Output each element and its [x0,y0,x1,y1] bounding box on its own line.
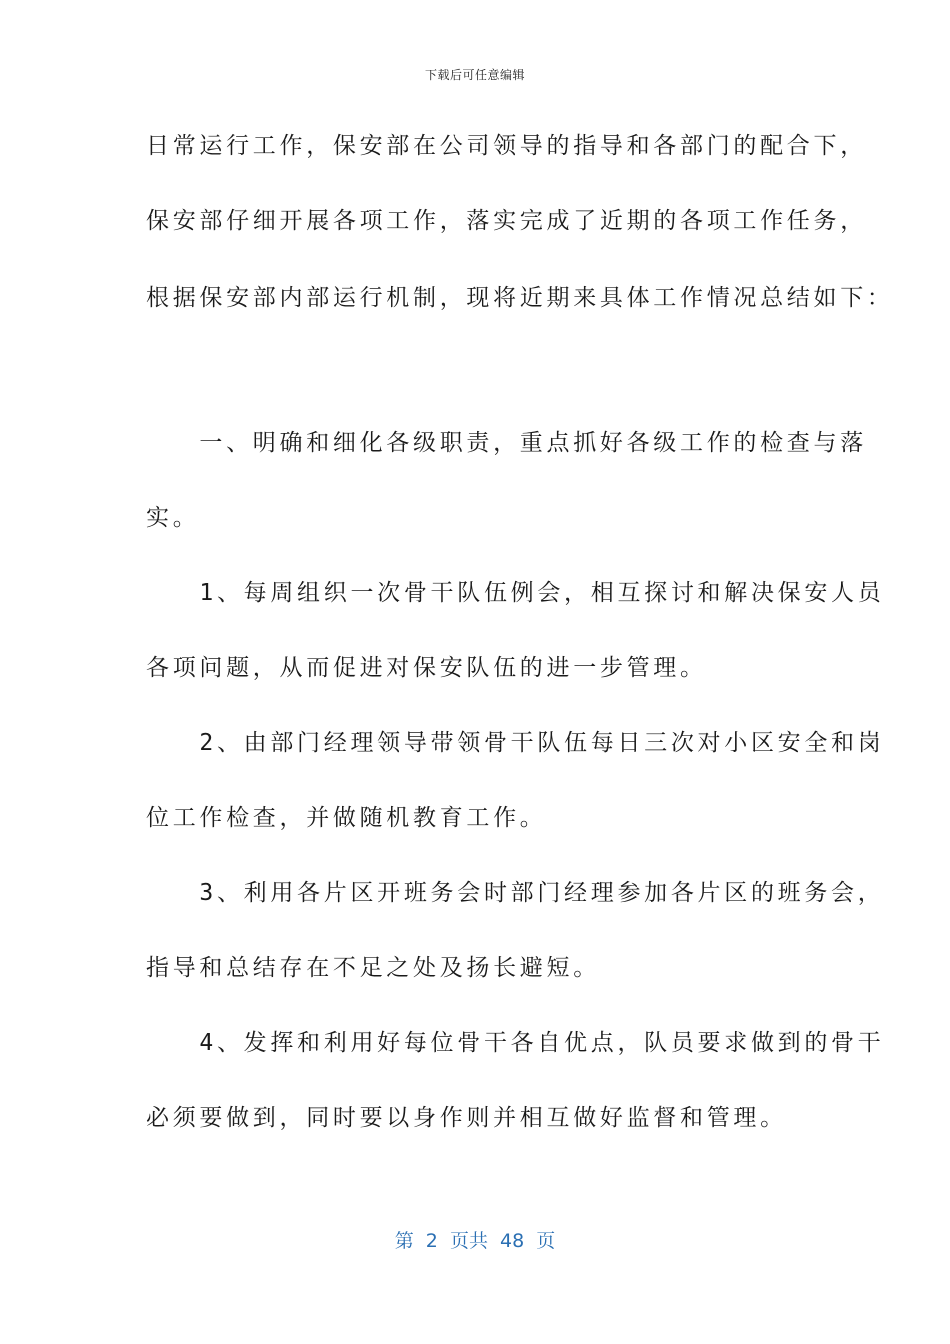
item-1-line-1: 1、每周组织一次骨干队伍例会，相互探讨和解决保安人员 [146,580,885,606]
item-3-line-1: 3、利用各片区开班务会时部门经理参加各片区的班务会， [146,880,885,906]
section-heading-line-1: 一、明确和细化各级职责，重点抓好各级工作的检查与落 [146,430,867,456]
body-line-1: 日常运行工作，保安部在公司领导的指导和各部门的配合下， [146,133,867,159]
body-line-3: 根据保安部内部运行机制，现将近期来具体工作情况总结如下： [146,285,894,311]
item-2-line-1: 2、由部门经理领导带领骨干队伍每日三次对小区安全和岗 [146,730,885,756]
item-2-line-2: 位工作检查，并做随机教育工作。 [146,805,547,831]
page-number-footer: 第 2 页共 48 页 [394,1230,556,1252]
item-1-line-2: 各项问题，从而促进对保安队伍的进一步管理。 [146,655,707,681]
item-4-line-2: 必须要做到，同时要以身作则并相互做好监督和管理。 [146,1105,787,1131]
body-line-2: 保安部仔细开展各项工作，落实完成了近期的各项工作任务， [146,208,867,234]
header-note: 下载后可任意编辑 [424,68,525,82]
item-3-line-2: 指导和总结存在不足之处及扬长避短。 [146,955,600,981]
section-heading-line-2: 实。 [146,505,200,531]
item-4-line-1: 4、发挥和利用好每位骨干各自优点，队员要求做到的骨干 [146,1030,885,1056]
